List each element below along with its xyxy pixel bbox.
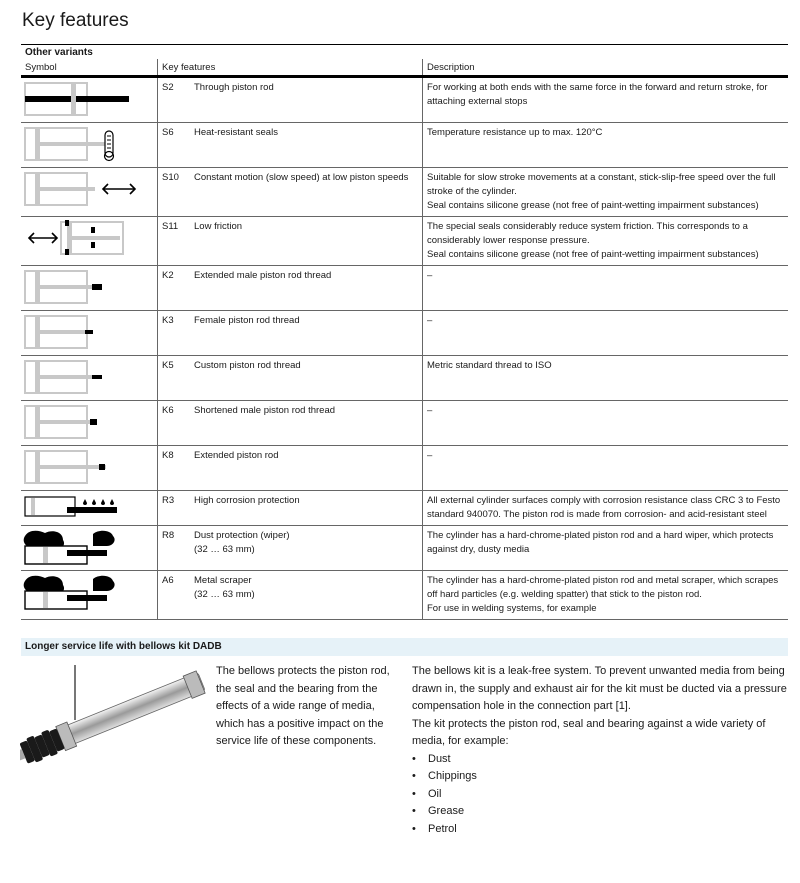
key-feature-cell [158, 77, 423, 123]
variant-description: – [427, 315, 433, 326]
description-cell [423, 356, 789, 401]
symbol-cell [21, 168, 158, 217]
symbol-cell [21, 571, 158, 620]
key-feature-cell [158, 491, 423, 526]
variant-feature: Female piston rod thread [194, 315, 300, 326]
description-cell [423, 217, 789, 266]
variant-feature: Heat-resistant seals [194, 127, 278, 138]
cylinder-symbol-icon [23, 170, 143, 208]
key-feature-cell [158, 168, 423, 217]
cylinder-symbol-icon [23, 313, 143, 351]
variant-description: Seal contains silicone grease (not free of paint-wetting impairment substances) [427, 200, 759, 211]
description-cell [423, 168, 789, 217]
header-key-features: Key features [158, 59, 423, 77]
symbol-cell [21, 491, 158, 526]
variant-code: A6 [162, 575, 174, 586]
variant-feature: Custom piston rod thread [194, 360, 301, 371]
symbol-cell [21, 446, 158, 491]
variant-feature: Extended male piston rod thread [194, 270, 332, 281]
table-row [21, 446, 788, 491]
table-row [21, 168, 788, 217]
key-feature-cell [158, 356, 423, 401]
media-list-item: • Dust [412, 751, 788, 769]
cylinder-symbol-icon [23, 268, 143, 306]
variant-feature: Constant motion (slow speed) at low piston speeds [194, 172, 409, 183]
table-row [21, 491, 788, 526]
variant-description: The special seals considerably reduce system friction. This corresponds to a considerably lower response pressure. [427, 221, 748, 246]
key-feature-cell [158, 266, 423, 311]
cylinder-symbol-icon [23, 403, 143, 441]
table-row [21, 356, 788, 401]
variant-description: Metric standard thread to ISO [427, 360, 552, 371]
media-list [412, 751, 788, 839]
page-title: Key features [22, 10, 129, 31]
variant-code: R8 [162, 530, 175, 541]
cylinder-symbol-icon [23, 573, 143, 611]
description-cell [423, 446, 789, 491]
cylinder-symbol-icon [23, 125, 143, 163]
variant-description: The cylinder has a hard-chrome-plated piston rod and a hard wiper, which protects against dry, dusty media [427, 530, 774, 555]
description-cell [423, 311, 789, 356]
table-row [21, 311, 788, 356]
cylinder-symbol-icon [23, 358, 143, 396]
variant-feature: Low friction [194, 221, 243, 232]
bellows-details [412, 663, 788, 838]
table-row [21, 77, 788, 123]
key-feature-cell [158, 446, 423, 491]
variant-code: K8 [162, 450, 174, 461]
cylinder-symbol-icon [23, 219, 143, 257]
variant-description: – [427, 450, 433, 461]
description-cell [423, 123, 789, 168]
table-row [21, 571, 788, 620]
key-feature-cell [158, 526, 423, 571]
media-list-item: • Grease [412, 803, 788, 821]
variant-description: For use in welding systems, for example [427, 603, 597, 614]
symbol-cell [21, 266, 158, 311]
variant-description: All external cylinder surfaces comply with corrosion resistance class CRC 3 to Festo standard 940070. The piston rod is made from corrosion- and acid-resistant steel [427, 495, 781, 520]
cylinder-symbol-icon [23, 528, 143, 566]
section-title: Other variants [21, 44, 788, 59]
variant-feature: (32 … 63 mm) [194, 589, 255, 600]
variant-code: S6 [162, 127, 174, 138]
bellows-cylinder-image [20, 665, 210, 775]
variant-description: For working at both ends with the same force in the forward and return stroke, for attaching external stops [427, 82, 768, 107]
media-list-item: • Oil [412, 786, 788, 804]
cylinder-symbol-icon [23, 448, 143, 486]
variant-feature: High corrosion protection [194, 495, 300, 506]
variant-description: – [427, 270, 433, 281]
symbol-cell [21, 217, 158, 266]
symbol-cell [21, 123, 158, 168]
bellows-leak-free-text: The bellows kit is a leak-free system. To prevent unwanted media from being drawn in, the supply and exhaust air for the kit must be ducted via a pressure compensation hole in the connection part [1]. [412, 665, 787, 712]
variant-description: Seal contains silicone grease (not free of paint-wetting impairment substances) [427, 249, 759, 260]
key-feature-cell [158, 123, 423, 168]
table-row [21, 401, 788, 446]
variants-table-section [21, 44, 788, 620]
description-cell [423, 77, 789, 123]
header-description: Description [423, 59, 789, 77]
variant-description: Temperature resistance up to max. 120°C [427, 127, 603, 138]
cylinder-symbol-icon [23, 493, 143, 519]
description-cell [423, 491, 789, 526]
variant-code: S11 [162, 221, 179, 232]
variant-description: – [427, 405, 433, 416]
table-row [21, 123, 788, 168]
media-list-item: • Petrol [412, 821, 788, 839]
description-cell [423, 526, 789, 571]
symbol-cell [21, 356, 158, 401]
variant-feature: Through piston rod [194, 82, 274, 93]
key-feature-cell [158, 217, 423, 266]
description-cell [423, 571, 789, 620]
key-feature-cell [158, 401, 423, 446]
variant-description: Suitable for slow stroke movements at a constant, stick-slip-free speed over the full stroke of the cylinder. [427, 172, 776, 197]
variant-feature: Metal scraper [194, 575, 252, 586]
symbol-cell [21, 77, 158, 123]
table-row [21, 266, 788, 311]
bellows-heading: Longer service life with bellows kit DADB [21, 638, 788, 656]
variant-code: K6 [162, 405, 174, 416]
variant-code: S10 [162, 172, 179, 183]
variant-code: K3 [162, 315, 174, 326]
variant-code: K2 [162, 270, 174, 281]
table-row [21, 526, 788, 571]
bellows-protection-text: The kit protects the piston rod, seal and bearing against a wide variety of media, for example: [412, 717, 766, 747]
description-cell [423, 401, 789, 446]
cylinder-symbol-icon [23, 80, 143, 118]
variant-feature: Shortened male piston rod thread [194, 405, 336, 416]
table-row [21, 217, 788, 266]
variant-feature: Extended piston rod [194, 450, 279, 461]
bellows-description: The bellows protects the piston rod, the seal and the bearing from the effects of a wide range of media, which has a positive impact on the service life of these components. [216, 665, 390, 747]
variant-feature: Dust protection (wiper) [194, 530, 290, 541]
variant-description: The cylinder has a hard-chrome-plated piston rod and metal scraper, which scrapes off hard particles (e.g. welding spatter) that stick to the piston rod. [427, 575, 779, 600]
key-feature-cell [158, 311, 423, 356]
key-feature-cell [158, 571, 423, 620]
media-list-item: • Chippings [412, 768, 788, 786]
header-symbol: Symbol [21, 59, 158, 77]
symbol-cell [21, 401, 158, 446]
variant-code: K5 [162, 360, 174, 371]
variant-code: R3 [162, 495, 175, 506]
symbol-cell [21, 526, 158, 571]
symbol-cell [21, 311, 158, 356]
variant-code: S2 [162, 82, 174, 93]
variant-feature: (32 … 63 mm) [194, 544, 255, 555]
description-cell [423, 266, 789, 311]
variants-table [21, 59, 788, 620]
